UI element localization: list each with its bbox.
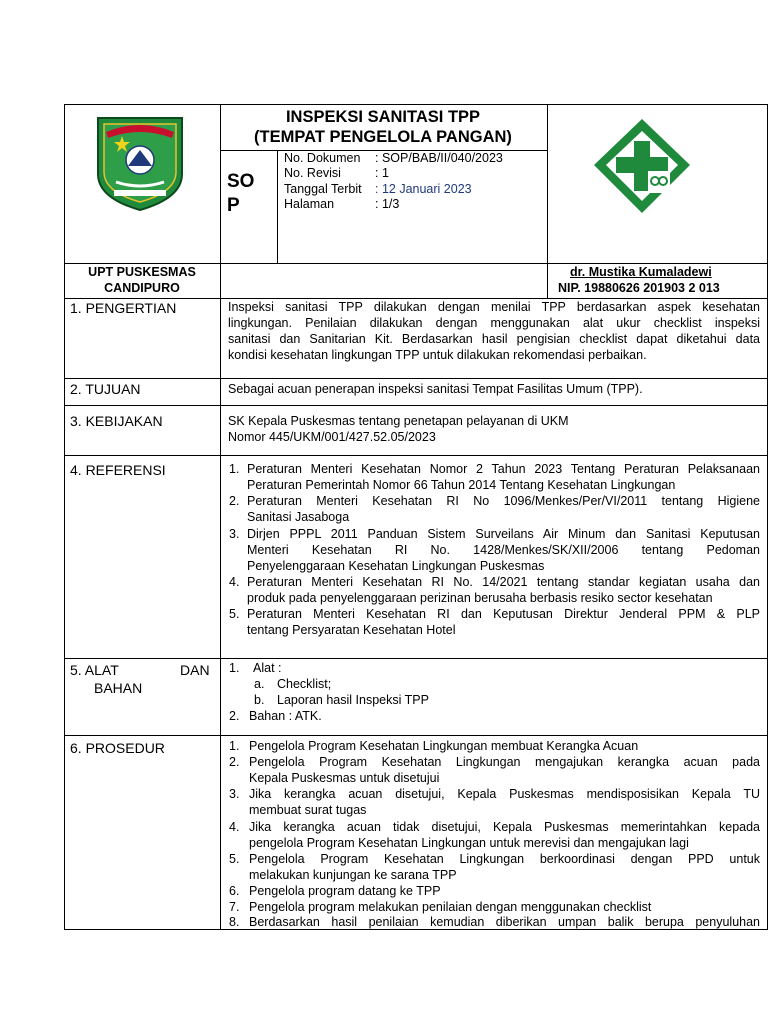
list-item: Alat : (253, 661, 282, 675)
kebijakan-line: Nomor 445/UKM/001/427.52.05/2023 (228, 430, 436, 444)
list-number: 2. (229, 755, 240, 769)
puskesmas-logo (590, 115, 694, 221)
list-item: Jika kerangka acuan disetujui, Kepala Puskesmas mendisposisikan Kepala TU (249, 787, 760, 801)
list-number: 5. (229, 607, 240, 621)
section-tujuan-label: 2. TUJUAN (70, 381, 141, 397)
doc-date-label: Tanggal Terbit (284, 182, 362, 196)
list-item: Kepala Puskesmas untuk disetujui (249, 771, 440, 785)
list-item: Menteri Kesehatan RI No. 1428/Menkes/SK/XII/2006 tentang Pedoman (247, 543, 760, 557)
pengertian-line: sanitasi dan Sanitarian Kit. Berdasarkan hasil pengisian checklist dapat diketahui data (228, 332, 760, 346)
list-number: 3. (229, 527, 240, 541)
document-title-line1: INSPEKSI SANITASI TPP (285, 108, 481, 126)
list-item: Peraturan Menteri Kesehatan Nomor 2 Tahun 2023 Tentang Peraturan Pelaksanaan (247, 462, 760, 476)
section-prosedur-label: 6. PROSEDUR (70, 740, 165, 756)
doc-page-label: Halaman (284, 197, 335, 211)
list-item: Peraturan Menteri Kesehatan RI dan Keputusan Direktur Jenderal PPM & PLP (247, 607, 760, 621)
doc-revision-value: : 1 (375, 166, 389, 180)
doc-date-value: : 12 Januari 2023 (375, 182, 472, 196)
list-letter: b. (254, 693, 265, 707)
doc-number-label: No. Dokumen (284, 151, 361, 165)
sop-label-line2: P (227, 195, 240, 216)
list-item: Pengelola Program Kesehatan Lingkungan mengajukan kerangka acuan pada (249, 755, 760, 769)
list-item: membuat surat tugas (249, 803, 367, 817)
list-letter: a. (254, 677, 265, 691)
list-item: Laporan hasil Inspeksi TPP (277, 693, 429, 707)
list-number: 6. (229, 884, 240, 898)
list-number: 2. (229, 709, 240, 723)
list-item: Bahan : ATK. (249, 709, 322, 723)
kebijakan-line: SK Kepala Puskesmas tentang penetapan pelayanan di UKM (228, 414, 569, 428)
list-item: Peraturan Menteri Kesehatan RI No. 14/2021 tentang standar kegiatan usaha dan (247, 575, 760, 589)
list-number: 7. (229, 900, 240, 914)
list-item: Pengelola program datang ke TPP (249, 884, 441, 898)
list-number: 4. (229, 820, 240, 834)
section-alat-label: 5. ALAT (70, 662, 119, 678)
section-tujuan-text: Sebagai acuan penerapan inspeksi sanitasi Tempat Fasilitas Umum (TPP). (228, 382, 643, 396)
signer-name: dr. Mustika Kumaladewi (570, 265, 712, 279)
org-name-line2: CANDIPURO (104, 281, 180, 295)
section-alat-label-bahan: BAHAN (94, 680, 143, 696)
list-number: 1. (229, 462, 240, 476)
list-number: 1. (229, 739, 240, 753)
pengertian-line: kondisi kesehatan lingkungan TPP untuk dilakukan rekomendasi perbaikan. (228, 348, 647, 362)
pengertian-line: Inspeksi sanitasi TPP dilakukan dengan menilai TPP berdasarkan aspek kesehatan (228, 300, 760, 314)
org-name-line1: UPT PUSKESMAS (88, 265, 196, 279)
section-kebijakan-label: 3. KEBIJAKAN (70, 413, 163, 429)
document-title-line2: (TEMPAT PENGELOLA PANGAN) (254, 128, 512, 146)
section-pengertian-label: 1. PENGERTIAN (70, 300, 177, 316)
list-item: pengelola Program Kesehatan Lingkungan untuk merevisi dan mengajukan lagi (249, 836, 689, 850)
list-item: Jika kerangka acuan tidak disetujui, Kepala Puskesmas memerintahkan kepada (249, 820, 760, 834)
list-item: tentang Persyaratan Kesehatan Hotel (247, 623, 456, 637)
doc-revision-label: No. Revisi (284, 166, 341, 180)
pengertian-line: lingkungan. Penilaian dilakukan dengan menggunakan alat ukur checklist inspeksi (228, 316, 760, 330)
list-item: produk pada penyelenggaraan perizinan berusaha berbasis resiko sector kesehatan (247, 591, 713, 605)
list-number: 4. (229, 575, 240, 589)
list-number: 3. (229, 787, 240, 801)
doc-page-value: : 1/3 (375, 197, 400, 211)
section-alat-label-dan: DAN (180, 662, 210, 678)
list-item: Pengelola Program Kesehatan Lingkungan membuat Kerangka Acuan (249, 739, 639, 753)
list-number: 5. (229, 852, 240, 866)
list-number: 8. (229, 915, 240, 929)
list-item: Checklist; (277, 677, 332, 691)
list-item: Pengelola program melakukan penilaian dengan menggunakan checklist (249, 900, 652, 914)
section-referensi-label: 4. REFERENSI (70, 462, 166, 478)
list-item: Pengelola Program Kesehatan Lingkungan berkoordinasi dengan PPD untuk (249, 852, 760, 866)
list-item: Penyelenggaraan Kesehatan Lingkungan Puskesmas (247, 559, 545, 573)
kabupaten-lumajang-logo (94, 112, 186, 212)
list-number: 1. (229, 661, 240, 675)
signer-nip: NIP. 19880626 201903 2 013 (558, 281, 720, 295)
doc-number-value: : SOP/BAB/II/040/2023 (375, 151, 503, 165)
list-item: Peraturan Pemerintah Nomor 66 Tahun 2014 Tentang Kesehatan Lingkungan (247, 478, 676, 492)
sop-label-line1: SO (227, 171, 255, 192)
list-item: Dirjen PPPL 2011 Panduan Sistem Surveilans Air Minum dan Sanitasi Keputusan (247, 527, 760, 541)
list-item: melakukan kunjungan ke sarana TPP (249, 868, 457, 882)
list-number: 2. (229, 494, 240, 508)
list-item: Peraturan Menteri Kesehatan RI No 1096/Menkes/Per/VI/2011 tentang Higiene (247, 494, 760, 508)
list-item: Sanitasi Jasaboga (247, 510, 350, 524)
list-item: Berdasarkan hasil penilaian kemudian diberikan umpan balik berupa penyuluhan (249, 915, 760, 929)
